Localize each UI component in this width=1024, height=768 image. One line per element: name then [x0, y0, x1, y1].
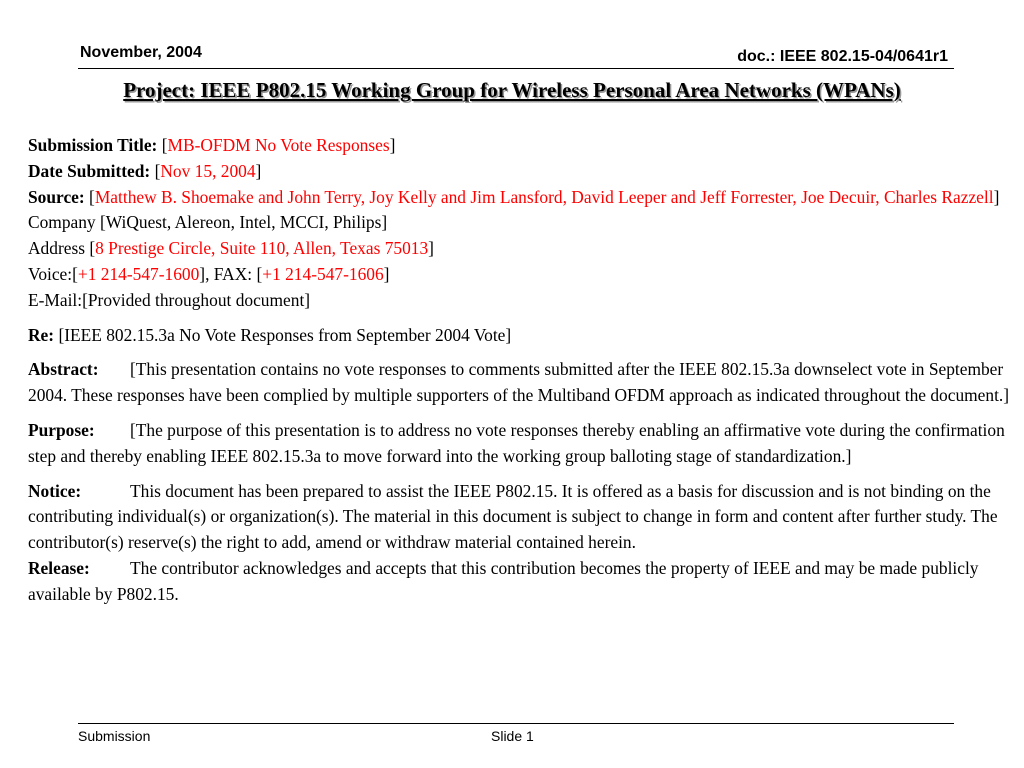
- release-paragraph: [28, 556, 1010, 608]
- bracket-close: ]: [389, 135, 396, 155]
- address-suffix: ]: [428, 238, 434, 259]
- release-label: Release:: [28, 557, 90, 578]
- fax-prefix: ], FAX: [: [199, 263, 263, 284]
- footer-slide-number: Slide 1: [491, 728, 534, 744]
- submission-title-value: MB-OFDM No Vote Responses: [167, 135, 390, 155]
- bracket-close: ]: [255, 160, 262, 181]
- date-submitted-value: Nov 15, 2004: [160, 160, 256, 181]
- source-label: Source:: [28, 186, 85, 207]
- abstract-text: [This presentation contains no vote responses to comments submitted after the IEEE 802.15.3a downselect vote in September 2004. These responses have been complied by multiple supporters of the Multiband OFDM approach as indicated throughout the document.]: [28, 359, 1010, 406]
- header-date: November, 2004: [80, 44, 202, 61]
- source-value: Matthew B. Shoemake and John Terry, Joy Kelly and Jim Lansford, David Leeper and Jeff Forrester, Joe Decuir, Charles Razzell: [94, 186, 994, 207]
- bracket-open: [: [154, 160, 161, 181]
- purpose-label: Purpose:: [28, 419, 95, 440]
- re-text: [IEEE 802.15.3a No Vote Responses from September 2004 Vote]: [58, 324, 512, 345]
- voice-value: +1 214-547-1600: [77, 263, 200, 284]
- address-value: 8 Prestige Circle, Suite 110, Allen, Texas 75013: [95, 238, 429, 259]
- notice-label: Notice:: [28, 480, 82, 501]
- address-line: [28, 236, 1010, 262]
- re-label: Re:: [28, 324, 55, 345]
- submission-title-line: [28, 133, 1010, 159]
- company-line: Company [WiQuest, Alereon, Intel, MCCI, Philips]: [28, 212, 388, 233]
- abstract-paragraph: [28, 357, 1010, 409]
- notice-text: This document has been prepared to assist the IEEE P802.15. It is offered as a basis for discussion and is not binding on the contributing individual(s) or organization(s). The material in this document is subject to change in form and content after further study. The contributor(s) reserve(s) the right to add, amend or withdraw material contained herein.: [28, 480, 998, 553]
- release-text: The contributor acknowledges and accepts that this contribution becomes the property of IEEE and may be made publicly available by P802.15.: [28, 557, 979, 604]
- source-line: [28, 185, 1010, 211]
- fax-suffix: ]: [383, 263, 390, 284]
- date-submitted-label: Date Submitted:: [28, 160, 151, 181]
- notice-paragraph: [28, 479, 1010, 556]
- slide-body: [28, 133, 1010, 608]
- submission-title-label: Submission Title:: [28, 135, 158, 155]
- re-line: [28, 323, 1010, 349]
- header-divider: [78, 68, 954, 69]
- bracket-open: [: [161, 135, 168, 155]
- email-line: E-Mail:[Provided throughout document]: [28, 289, 311, 310]
- slide-title: Project: IEEE P802.15 Working Group for Wireless Personal Area Networks (WPANs): [123, 78, 901, 102]
- bracket-open: [: [89, 186, 95, 207]
- footer-divider: [78, 723, 954, 724]
- voice-fax-line: [28, 262, 1010, 288]
- purpose-text: [The purpose of this presentation is to address no vote responses thereby enabling an affirmative vote during the confirmation step and thereby enabling IEEE 802.15.3a to move forward into the working group balloting stage of standardization.]: [28, 419, 1005, 466]
- date-submitted-line: [28, 159, 1010, 185]
- purpose-paragraph: [28, 418, 1010, 470]
- address-prefix: Address [: [28, 238, 96, 259]
- footer-submission: Submission: [78, 728, 151, 744]
- fax-value: +1 214-547-1606: [262, 263, 384, 284]
- bracket-close: ]: [993, 186, 1000, 207]
- header-doc-id: doc.: IEEE 802.15-04/0641r1: [737, 48, 948, 65]
- abstract-label: Abstract:: [28, 359, 99, 380]
- voice-prefix: Voice:[: [28, 263, 78, 284]
